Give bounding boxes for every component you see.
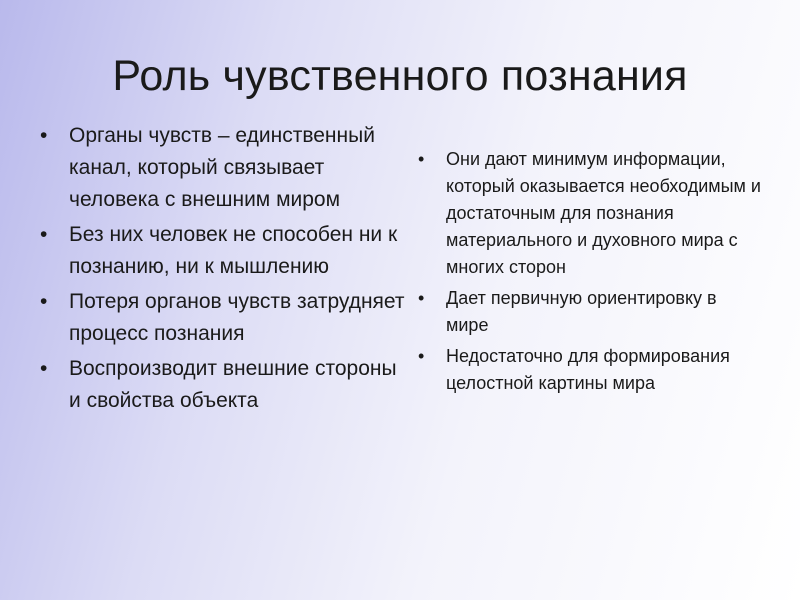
slide-title: Роль чувственного познания bbox=[112, 52, 688, 100]
bullet-item: • Без них человек не способен ни к познанию, ни к мышлению bbox=[40, 219, 410, 283]
left-bullet-list bbox=[40, 120, 410, 420]
bullet-item: • Дает первичную ориентировку в мире bbox=[418, 285, 763, 339]
bullet-item: • Органы чувств – единственный канал, который связывает человека с внешним миром bbox=[40, 120, 410, 216]
right-bullet-list bbox=[418, 146, 763, 401]
bullet-item: • Потеря органов чувств затрудняет процесс познания bbox=[40, 286, 410, 350]
bullet-item: • Недостаточно для формирования целостной картины мира bbox=[418, 343, 763, 397]
bullet-item: • Они дают минимум информации, который оказывается необходимым и достаточным для познания материального и духовного мира с многих сторон bbox=[418, 146, 763, 281]
bullet-item: • Воспроизводит внешние стороны и свойства объекта bbox=[40, 353, 410, 417]
